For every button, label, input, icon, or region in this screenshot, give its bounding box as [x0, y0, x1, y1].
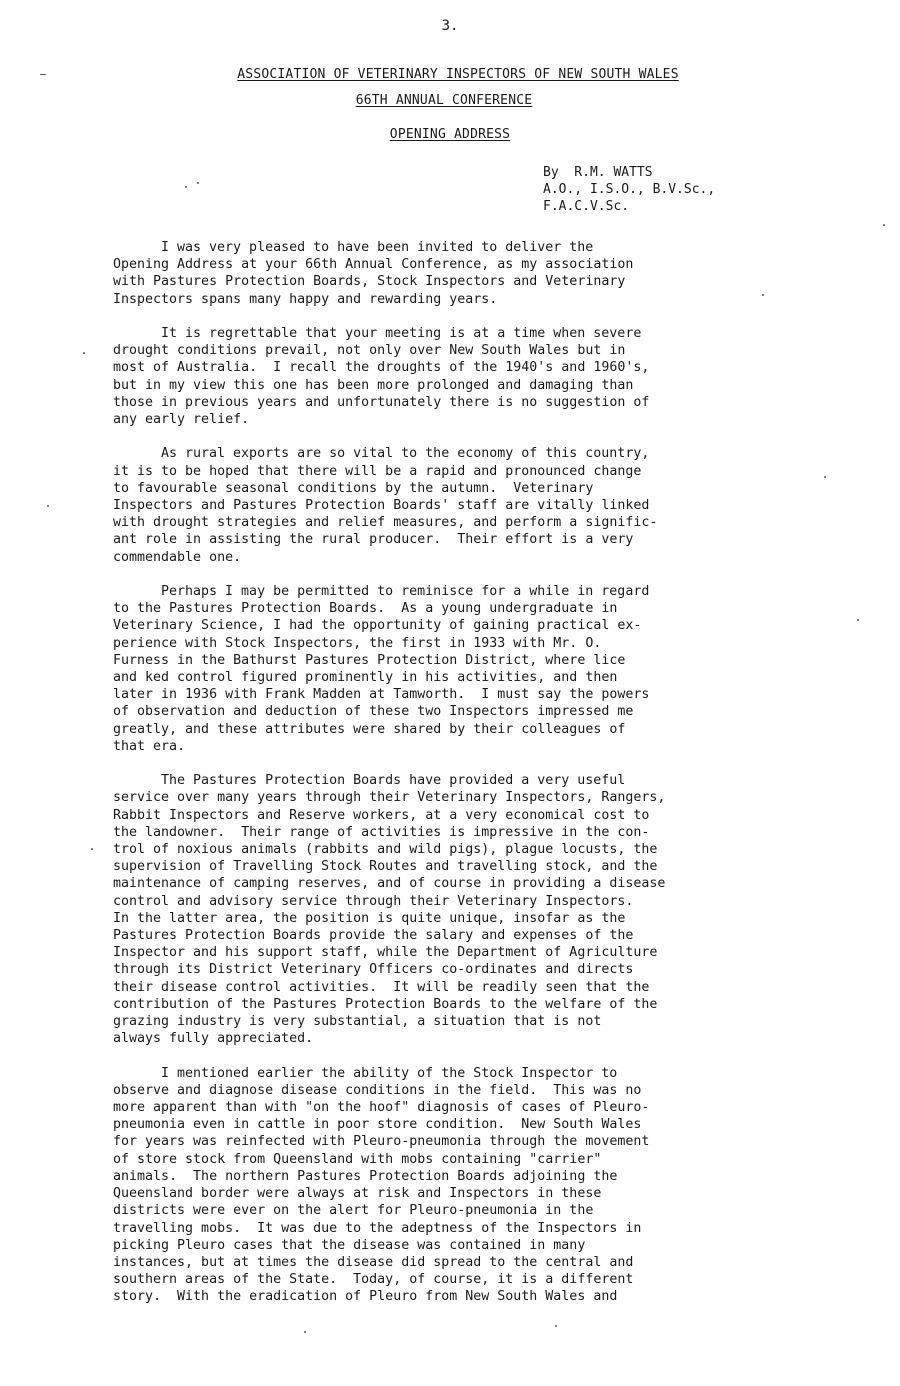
paragraph-line: Inspectors spans many happy and rewarding years. [113, 291, 498, 307]
paragraph [113, 325, 813, 428]
paragraph-line: The Pastures Protection Boards have provided a very useful [161, 773, 626, 789]
paragraph-line: their disease control activities. It will be readily seen that the [113, 979, 650, 995]
paragraph-line: most of Australia. I recall the droughts of the 1940's and 1960's, [113, 360, 650, 376]
paragraph [113, 239, 813, 308]
paragraph-line: through its District Veterinary Officers co-ordinates and directs [113, 962, 634, 978]
section-title [0, 127, 900, 142]
paragraph-line: animals. The northern Pastures Protection Boards adjoining the [113, 1168, 618, 1184]
paragraph-line: any early relief. [113, 412, 250, 428]
paragraph-line: service over many years through their Veterinary Inspectors, Rangers, [113, 790, 666, 806]
paragraph-line: commendable one. [113, 549, 242, 565]
paragraph-line: Perhaps I may be permitted to reminisce for a while in regard [161, 584, 650, 600]
paragraph-line: to the Pastures Protection Boards. As a young undergraduate in [113, 601, 618, 617]
paragraph [113, 445, 813, 565]
paragraph-line: the landowner. Their range of activities is impressive in the con- [113, 824, 650, 840]
paragraph-line: of store stock from Queensland with mobs containing "carrier" [113, 1151, 602, 1167]
paragraph-line: ant role in assisting the rural producer. Their effort is a very [113, 532, 634, 548]
paragraph [113, 583, 813, 755]
paragraph-line: it is to be hoped that there will be a rapid and pronounced change [113, 463, 642, 479]
paragraph-line: with drought strategies and relief measures, and perform a signific- [113, 515, 658, 531]
paragraph-line: In the latter area, the position is quite unique, insofar as the [113, 910, 626, 926]
paragraph-line: Inspectors and Pastures Protection Boards' staff are vitally linked [113, 498, 650, 514]
paragraph-line: perience with Stock Inspectors, the first in 1933 with Mr. O. [113, 635, 602, 651]
conference-title [0, 93, 894, 108]
paragraph-line: observe and diagnose disease conditions in the field. This was no [113, 1082, 642, 1098]
paragraph [113, 1065, 813, 1306]
author-credentials-1: A.O., I.S.O., B.V.Sc., [543, 182, 716, 197]
paragraph-line: As rural exports are so vital to the economy of this country, [161, 446, 650, 462]
paragraph-line: It is regrettable that your meeting is at a time when severe [161, 326, 642, 341]
paragraph-line: Queensland border were always at risk and Inspectors in these [113, 1186, 602, 1202]
paragraph-line: Opening Address at your 66th Annual Conference, as my association [113, 257, 634, 273]
paragraph-line: to favourable seasonal conditions by the autumn. Veterinary [113, 480, 594, 496]
paragraph-line: I mentioned earlier the ability of the Stock Inspector to [161, 1065, 618, 1081]
organization-title [8, 67, 900, 82]
author-credentials-2: F.A.C.V.Sc. [543, 199, 630, 214]
paragraph-line: that era. [113, 738, 186, 754]
paragraph-line: travelling mobs. It was due to the adeptness of the Inspectors in [113, 1220, 642, 1236]
paragraph-line: with Pastures Protection Boards, Stock Inspectors and Veterinary [113, 274, 626, 290]
page-number: 3. [441, 18, 459, 34]
section-title-text: OPENING ADDRESS [389, 127, 511, 142]
paragraph-line: Veterinary Science, I had the opportunity of gaining practical ex- [113, 618, 642, 634]
paragraph-line: maintenance of camping reserves, and of course in providing a disease [113, 876, 666, 892]
paragraph-line: and ked control figured prominently in his activities, and then [113, 670, 618, 686]
paragraph-line: districts were ever on the alert for Pleuro-pneumonia in the [113, 1203, 594, 1219]
author-byline [543, 164, 715, 215]
conference-title-text: 66TH ANNUAL CONFERENCE [355, 93, 533, 108]
paragraph-line: Inspector and his support staff, while the Department of Agriculture [113, 945, 658, 961]
author-name: By R.M. WATTS [543, 165, 653, 180]
organization-title-text: ASSOCIATION OF VETERINARY INSPECTORS OF NEW SOUTH WALES [237, 67, 679, 82]
paragraph-line: contribution of the Pastures Protection Boards to the welfare of the [113, 996, 658, 1012]
paragraph-line: Pastures Protection Boards provide the salary and expenses of the [113, 928, 634, 944]
paragraph-line: always fully appreciated. [113, 1031, 314, 1047]
paragraph-line: Rabbit Inspectors and Reserve workers, at a very economical cost to [113, 807, 650, 823]
paragraph-line: trol of noxious animals (rabbits and wild pigs), plague locusts, the [113, 842, 658, 858]
paragraph-line: those in previous years and unfortunately there is no suggestion of [113, 394, 650, 410]
paragraph-line: more apparent than with "on the hoof" diagnosis of cases of Pleuro- [113, 1100, 650, 1116]
paragraph-line: picking Pleuro cases that the disease was contained in many [113, 1237, 586, 1253]
paragraph-line: for years was reinfected with Pleuro-pneumonia through the movement [113, 1134, 650, 1150]
paragraph-line: control and advisory service through their Veterinary Inspectors. [113, 893, 634, 909]
paragraph [113, 772, 813, 1047]
paragraph-line: pneumonia even in cattle in poor store condition. New South Wales [113, 1117, 642, 1133]
paragraph-line: later in 1936 with Frank Madden at Tamworth. I must say the powers [113, 687, 650, 703]
paragraph-line: drought conditions prevail, not only over New South Wales but in [113, 343, 626, 359]
paragraph-line: story. With the eradication of Pleuro from New South Wales and [113, 1289, 618, 1305]
paragraph-line: but in my view this one has been more prolonged and damaging than [113, 377, 634, 393]
paragraph-line: I was very pleased to have been invited to deliver the [161, 240, 594, 255]
paragraph-line: supervision of Travelling Stock Routes and travelling stock, and the [113, 859, 658, 875]
address-body [113, 239, 813, 1323]
paragraph-line: grazing industry is very substantial, a situation that is not [113, 1014, 602, 1030]
paragraph-line: of observation and deduction of these two Inspectors impressed me [113, 704, 634, 720]
paragraph-line: instances, but at times the disease did spread to the central and [113, 1254, 634, 1270]
paragraph-line: greatly, and these attributes were shared by their colleagues of [113, 721, 626, 737]
paragraph-line: southern areas of the State. Today, of course, it is a different [113, 1272, 634, 1288]
paragraph-line: Furness in the Bathurst Pastures Protection District, where lice [113, 652, 626, 668]
